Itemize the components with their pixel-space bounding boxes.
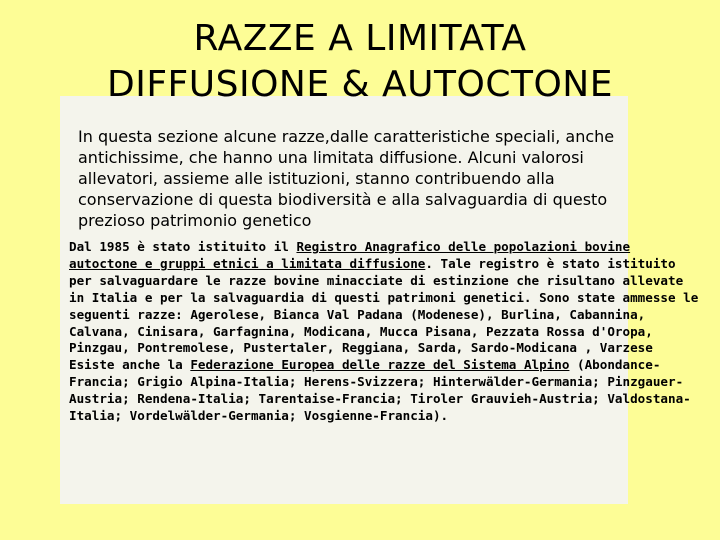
title-line-2: DIFFUSIONE & AUTOCTONE: [107, 64, 613, 105]
body-text: [69, 239, 699, 425]
registry-link[interactable]: Registro Anagrafico delle popolazioni bovine autoctone e gruppi etnici a limitata diffusione: [69, 239, 631, 271]
registry-text-after: . Tale registro è stato istituito per salvaguardare le razze bovine minacciate di estinzione che risultano allevate in Italia e per la salvaguardia di questi patrimoni genetici. Sono state ammesse le seguenti razze: Agerolese, Bianca Val Padana (Modenese), Burlina, Cabannina, Calvana, Cinisara, Garfagnina, Modicana, Mucca Pisana, Pezzata Rossa d'Oropa, Pinzgau, Pontremolese, Pustertaler, Reggiana, Sarda, Sardo-Modicana , Varzese: [69, 255, 699, 356]
federation-text-after: (Abondance-Francia; Grigio Alpina-Italia; Herens-Svizzera; Hinterwälder-Germania; Pinzgauer-Austria; Rendena-Italia; Tarentaise-Francia; Tiroler Grauvieh-Austria; Valdostana-Italia; Vordelwälder-Germania; Vosgienne-Francia).: [69, 357, 691, 424]
slide-title: [0, 16, 720, 108]
registry-paragraph: [69, 239, 699, 357]
federation-paragraph: [69, 357, 699, 425]
federation-link[interactable]: Federazione Europea delle razze del Sistema Alpino: [190, 357, 570, 373]
federation-text-before: Esiste anche la: [69, 357, 191, 373]
title-line-1: RAZZE A LIMITATA: [193, 18, 527, 59]
intro-paragraph: In questa sezione alcune razze,dalle caratteristiche speciali, anche antichissime, che hanno una limitata diffusione. Alcuni valorosi allevatori, assieme alle istituzioni, stanno contribuendo alla conservazione di questa biodiversità e alla salvaguardia di questo prezioso patrimonio genetico: [78, 127, 615, 230]
registry-text-before: Dal 1985 è stato istituito il: [69, 239, 297, 254]
